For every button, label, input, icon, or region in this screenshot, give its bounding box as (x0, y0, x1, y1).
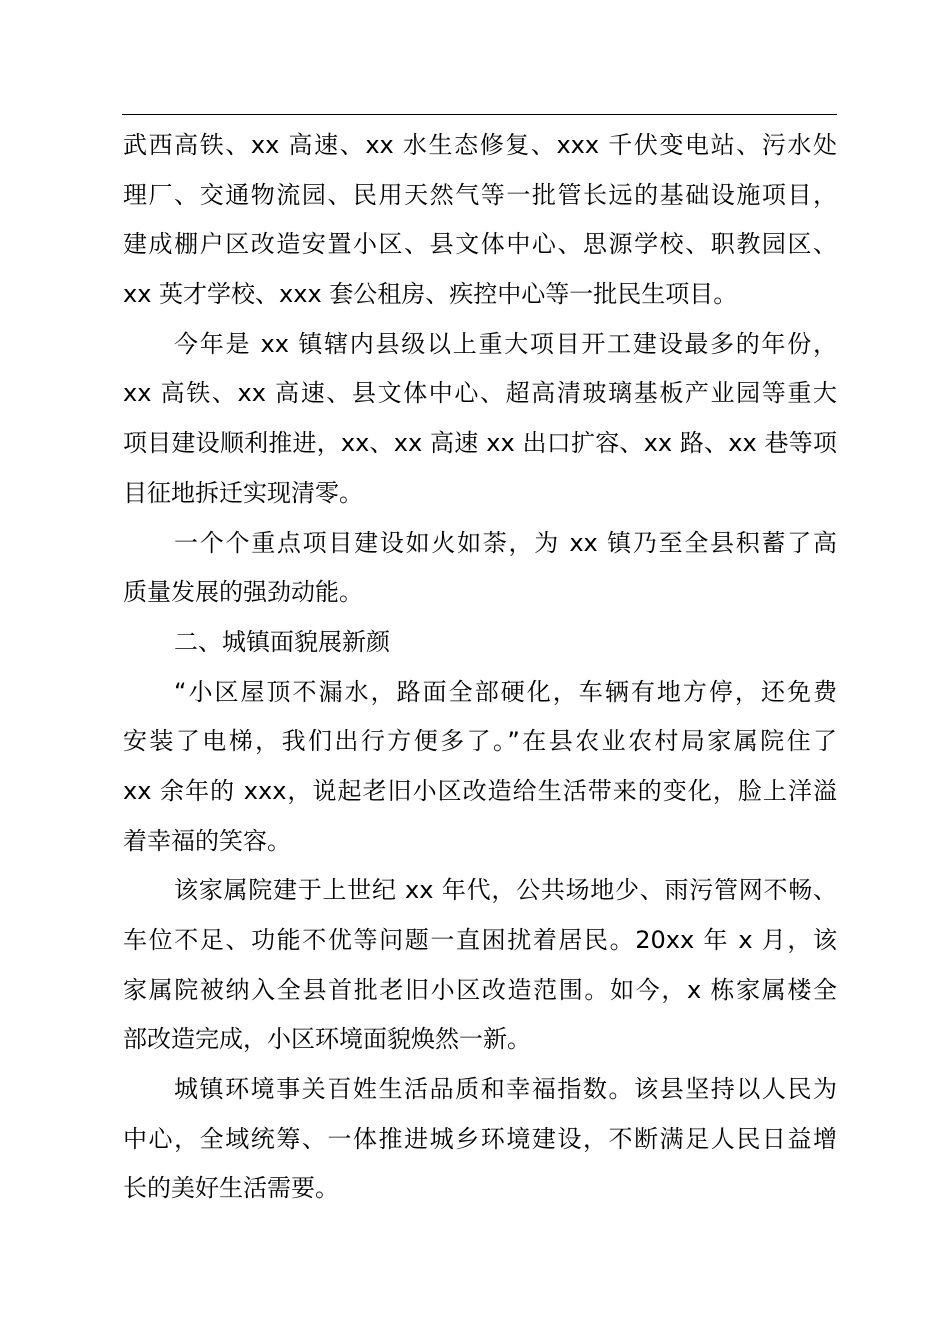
text-line: 着幸福的笑容。 (123, 826, 291, 855)
header-rule (122, 114, 837, 115)
section-heading-text: 二、城镇面貌展新颜 (174, 627, 390, 656)
text-line: 今年是 xx 镇辖内县级以上重大项目开工建设最多的年份， (174, 329, 837, 358)
document-body (123, 121, 837, 1214)
text-line: 一个个重点项目建设如火如荼，为 xx 镇乃至全县积蓄了高 (174, 528, 837, 557)
text-line: 城镇环境事关百姓生活品质和幸福指数。该县坚持以人民为 (174, 1075, 837, 1104)
text-line: xx 余年的 xxx，说起老旧小区改造给生活带来的变化，脸上洋溢 (123, 776, 837, 805)
text-line: xx 高铁、xx 高速、县文体中心、超高清玻璃基板产业园等重大 (123, 379, 837, 408)
text-line: 中心，全域统筹、一体推进城乡环境建设，不断满足人民日益增 (123, 1124, 837, 1153)
text-line: “小区屋顶不漏水，路面全部硬化，车辆有地方停，还免费 (174, 677, 837, 706)
text-line: 长的美好生活需要。 (123, 1174, 339, 1203)
text-line: xx 英才学校、xxx 套公租房、疾控中心等一批民生项目。 (123, 280, 738, 309)
paragraph-momentum (123, 519, 837, 618)
text-line: 安装了电梯，我们出行方便多了。”在县农业农村局家属院住了 (123, 727, 837, 756)
text-line: 理厂、交通物流园、民用天然气等一批管长远的基础设施项目， (123, 180, 837, 209)
text-line: 项目建设顺利推进，xx、xx 高速 xx 出口扩容、xx 路、xx 巷等项 (123, 429, 837, 458)
paragraph-resident-quote (123, 668, 837, 867)
section-heading (123, 618, 837, 668)
text-line: 部改造完成，小区环境面貌焕然一新。 (123, 1025, 531, 1054)
text-line: 武西高铁、xx 高速、xx 水生态修复、xxx 千伏变电站、污水处 (123, 131, 837, 159)
paragraph-major-projects-year (123, 320, 837, 519)
paragraph-infrastructure-projects (123, 121, 837, 320)
text-line: 质量发展的强劲动能。 (123, 578, 363, 607)
text-line: 家属院被纳入全县首批老旧小区改造范围。如今，x 栋家属楼全 (123, 975, 837, 1004)
text-line: 车位不足、功能不优等问题一直困扰着居民。20xx 年 x 月，该 (123, 926, 837, 954)
text-line: 目征地拆迁实现清零。 (123, 478, 363, 507)
text-line: 该家属院建于上世纪 xx 年代，公共场地少、雨污管网不畅、 (174, 876, 837, 905)
paragraph-compound-renovation (123, 866, 837, 1065)
text-line: 建成棚户区改造安置小区、县文体中心、思源学校、职教园区、 (123, 230, 837, 259)
paragraph-urban-environment (123, 1065, 837, 1214)
